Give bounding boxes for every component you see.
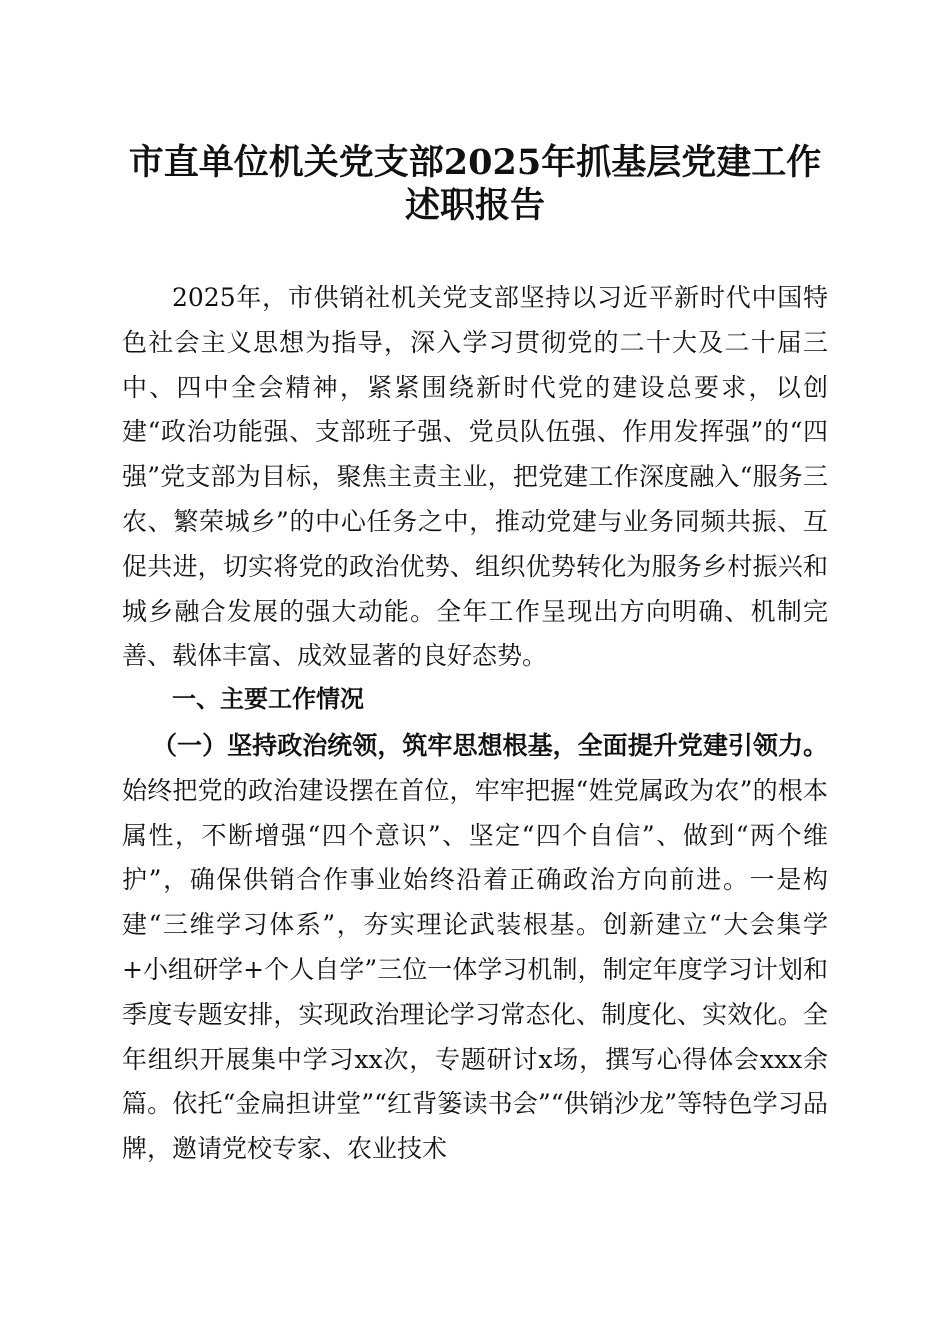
intro-paragraph: 2025年，市供销社机关党支部坚持以习近平新时代中国特色社会主义思想为指导，深入学习贯彻党的二十大及二十届三中、四中全会精神，紧紧围绕新时代党的建设总要求，以创建“政治功能强、支部班子强、党员队伍强、作用发挥强”的“四强”党支部为目标，聚焦主责主业，把党建工作深度融入“服务三农、繁荣城乡”的中心任务之中，推动党建与业务同频共振、互促共进，切实将党的政治优势、组织优势转化为服务乡村振兴和城乡融合发展的强大动能。全年工作呈现出方向明确、机制完善、载体丰富、成效显著的良好态势。 — [122, 283, 828, 671]
section-heading: 一、主要工作情况 — [172, 685, 364, 713]
subsection-heading: （一）坚持政治统领，筑牢思想根基，全面提升党建引领力。 — [152, 731, 828, 760]
subsection-paragraph — [122, 724, 828, 1172]
subsection-body: 始终把党的政治建设摆在首位，牢牢把握“姓党属政为农”的根本属性，不断增强“四个意识”、坚定“四个自信”、做到“两个维护”，确保供销合作事业始终沿着正确政治方向前进。一是构建“三维学习体系”，夯实理论武装根基。创新建立“大会集学+小组研学+个人自学”三位一体学习机制，制定年度学习计划和季度专题安排，实现政治理论学习常态化、制度化、实效化。全年组织开展集中学习xx次，专题研讨x场，撰写心得体会xxx余篇。依托“金扁担讲堂”“红背篓读书会”“供销沙龙”等特色学习品牌，邀请党校专家、农业技术 — [122, 775, 828, 1164]
document-title-line-1: 市直单位机关党支部2025年抓基层党建工作 — [128, 142, 822, 183]
document-title-line-2: 述职报告 — [404, 185, 545, 226]
